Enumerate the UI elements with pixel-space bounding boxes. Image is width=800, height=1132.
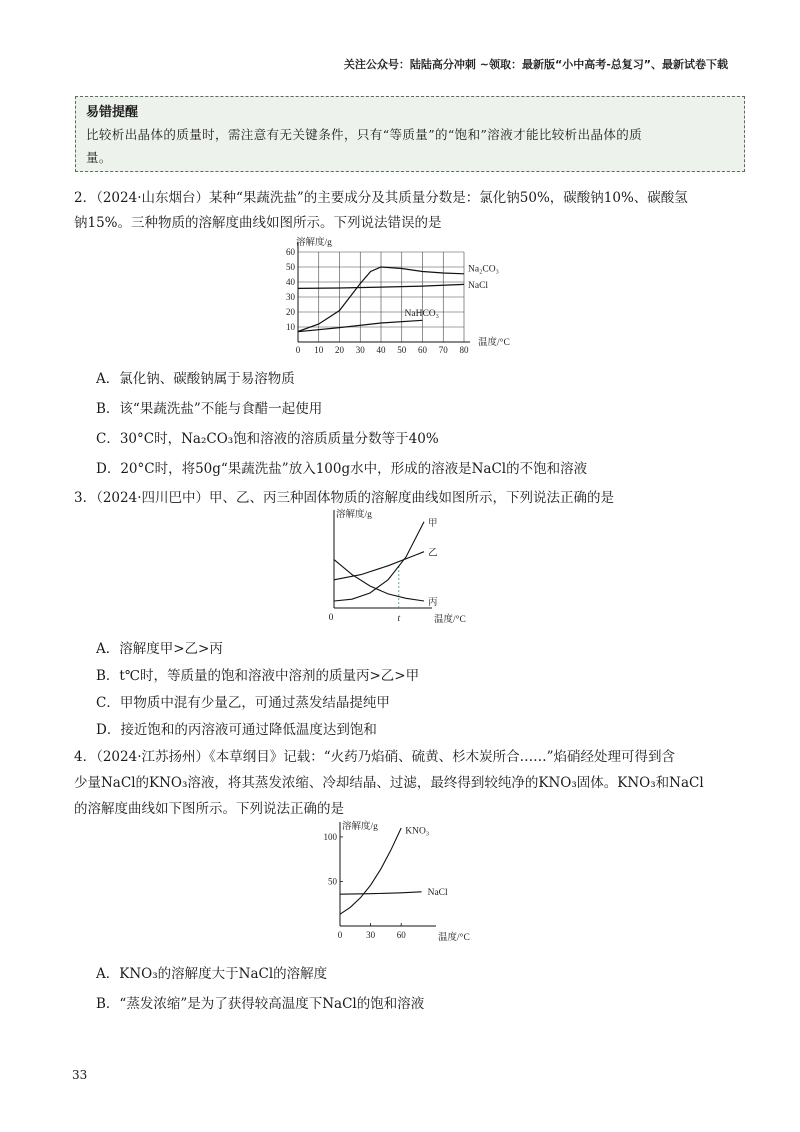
x-tick-label: 40 xyxy=(376,345,386,355)
series-label-1: 乙 xyxy=(428,548,438,559)
series-label-0: KNO₃ xyxy=(405,826,430,837)
tip-box xyxy=(75,96,745,172)
x-tick-label: 80 xyxy=(459,345,469,355)
x-tick-label: 70 xyxy=(438,345,448,355)
y-tick-label: 50 xyxy=(286,262,295,272)
x-tick-label: 0 xyxy=(295,345,301,355)
y-axis-label: 溶解度/g xyxy=(296,238,332,248)
q2-line1: 2．（2024·山东烟台）某种“果蔬洗盐”的主要成分及其质量分数是：氯化钠50%，碳酸钠10%、碳酸氢 xyxy=(74,190,688,206)
y-axis-label: 溶解度/g xyxy=(342,822,378,832)
series-label-1: NaCl xyxy=(468,281,489,291)
series-line-0 xyxy=(340,828,401,914)
q2-option-c: C．30°C时，Na₂CO₃饱和溶液的溶质质量分数等于40% xyxy=(96,431,439,447)
series-label-0: Na₂CO₃ xyxy=(468,264,499,275)
x-tick-label: 30 xyxy=(366,930,376,940)
q4-option-a: A．KNO₃的溶解度大于NaCl的溶解度 xyxy=(96,966,328,982)
x-axis-label: 温度/°C xyxy=(434,615,466,625)
q2-line2: 钠15%。三种物质的溶解度曲线如图所示。下列说法错误的是 xyxy=(74,215,442,231)
q3-line1: 3．（2024·四川巴中）甲、乙、丙三种固体物质的溶解度曲线如图所示，下列说法正确的是 xyxy=(74,490,614,506)
origin-label: 0 xyxy=(328,613,334,623)
q3-option-b: B．t℃时，等质量的饱和溶液中溶剂的质量丙>乙>甲 xyxy=(96,668,420,684)
series-line-2 xyxy=(334,560,424,601)
q4-option-b: B．“蒸发浓缩”是为了获得较高温度下NaCl的饱和溶液 xyxy=(96,996,425,1012)
q3-option-a: A．溶解度甲>乙>丙 xyxy=(96,641,223,657)
q2-option-d: D．20°C时，将50g“果蔬洗盐”放入100g水中，形成的溶液是NaCl的不饱和溶液 xyxy=(96,461,588,477)
x-tick-label: 10 xyxy=(314,345,324,355)
y-tick-label: 50 xyxy=(328,876,337,887)
x-axis-label: 温度/°C xyxy=(438,933,470,943)
t-marker-label: t xyxy=(397,614,401,624)
chart-q2 xyxy=(280,236,520,361)
y-tick-label: 60 xyxy=(286,247,295,257)
y-tick-label: 100 xyxy=(323,831,337,842)
y-axis-label: 溶解度/g xyxy=(336,510,372,520)
q3-option-c: C．甲物质中混有少量乙，可通过蒸发结晶提纯甲 xyxy=(96,695,390,711)
x-tick-label: 50 xyxy=(397,345,407,355)
series-label-2: NaHCO₃ xyxy=(404,309,439,319)
page-header: 关注公众号：陆陆高分冲刺 ~领取：最新版“小中高考-总复习”、最新试卷下载 xyxy=(343,58,728,71)
y-tick-label: 10 xyxy=(286,322,295,332)
x-axis-label: 温度/°C xyxy=(478,338,510,348)
y-tick-label: 20 xyxy=(286,307,295,317)
tip-text-line2: 量。 xyxy=(86,150,112,165)
series-line-1 xyxy=(334,552,424,580)
page-number: 33 xyxy=(72,1068,88,1082)
series-label-1: NaCl xyxy=(427,888,448,899)
x-tick-label: 20 xyxy=(335,345,344,355)
tip-text-line1: 比较析出晶体的质量时，需注意有无关键条件，只有“等质量”的“饱和”溶液才能比较析出晶体的质 xyxy=(86,127,643,142)
chart-q3 xyxy=(318,506,478,628)
series-label-2: 丙 xyxy=(428,597,438,608)
q4-line3: 的溶解度曲线如下图所示。下列说法正确的是 xyxy=(74,801,344,817)
x-tick-label: 30 xyxy=(355,345,365,355)
chart-q4 xyxy=(318,820,490,948)
q4-line1: 4．（2024·江苏扬州）《本草纲目》记载：“火药乃焰硝、硫黄、杉木炭所合……”焰硝经处理可得到含 xyxy=(74,749,676,765)
tip-title: 易错提醒 xyxy=(86,105,139,120)
q2-option-a: A．氯化钠、碳酸钠属于易溶物质 xyxy=(96,371,295,387)
series-line-0 xyxy=(334,522,424,601)
series-line-1 xyxy=(340,892,422,894)
x-tick-label: 0 xyxy=(337,930,343,940)
y-tick-label: 30 xyxy=(286,292,295,302)
q4-line2: 少量NaCl的KNO₃溶液，将其蒸发浓缩、冷却结晶、过滤，最终得到较纯净的KNO₃固体。KNO₃和NaCl xyxy=(74,775,704,791)
series-label-0: 甲 xyxy=(428,518,438,529)
q3-option-d: D．接近饱和的丙溶液可通过降低温度达到饱和 xyxy=(96,722,377,738)
y-tick-label: 40 xyxy=(286,277,295,287)
q2-option-b: B．该“果蔬洗盐”不能与食醋一起使用 xyxy=(96,401,323,417)
x-tick-label: 60 xyxy=(418,345,427,355)
x-tick-label: 60 xyxy=(396,930,406,940)
